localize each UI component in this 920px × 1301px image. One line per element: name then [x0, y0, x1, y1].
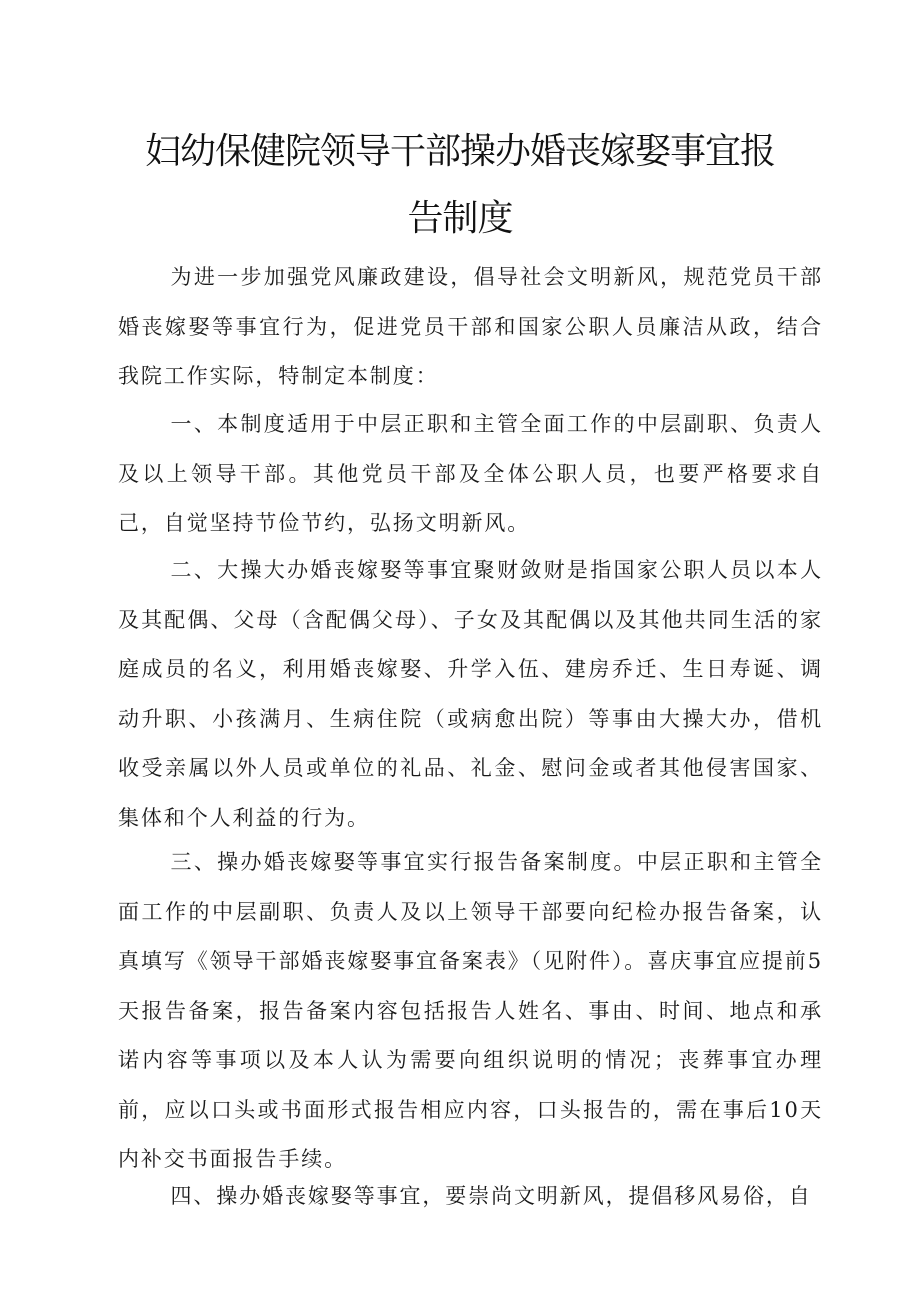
document-title-line-1: 妇幼保健院领导干部操办婚丧嫁娶事宜报: [144, 131, 775, 172]
paragraph-article-1: 一、本制度适用于中层正职和主管全面工作的中层副职、负责人及以上领导干部。其他党员干部及全体公职人员，也要严格要求自己，自觉坚持节俭节约，弘扬文明新风。: [118, 412, 823, 535]
paragraph-article-4: 四、操办婚丧嫁娶等事宜，要崇尚文明新风，提倡移风易俗，自: [170, 1184, 812, 1208]
paragraph-intro: 为进一步加强党风廉政建设，倡导社会文明新风，规范党员干部婚丧嫁娶等事宜行为，促进党员干部和国家公职人员廉洁从政，结合我院工作实际，特制定本制度：: [118, 265, 823, 388]
document-title-line-2: 告制度: [407, 198, 513, 239]
paragraph-article-2: 二、大操大办婚丧嫁娶等事宜聚财敛财是指国家公职人员以本人及其配偶、父母（含配偶父母）、子女及其配偶以及其他共同生活的家庭成员的名义，利用婚丧嫁娶、升学入伍、建房乔迁、生日寿诞、调动升职、小孩满月、生病住院（或病愈出院）等事由大操大办，借机收受亲属以外人员或单位的礼品、礼金、慰问金或者其他侵害国家、集体和个人利益的行为。: [118, 558, 823, 830]
paragraph-article-3: 三、操办婚丧嫁娶等事宜实行报告备案制度。中层正职和主管全面工作的中层副职、负责人及以上领导干部要向纪检办报告备案，认真填写《领导干部婚丧嫁娶事宜备案表》（见附件）。喜庆事宜应提前5天报告备案，报告备案内容包括报告人姓名、事由、时间、地点和承诺内容等事项以及本人认为需要向组织说明的情况；丧葬事宜办理前，应以口头或书面形式报告相应内容，口头报告的，需在事后10天内补交书面报告手续。: [118, 850, 823, 1171]
